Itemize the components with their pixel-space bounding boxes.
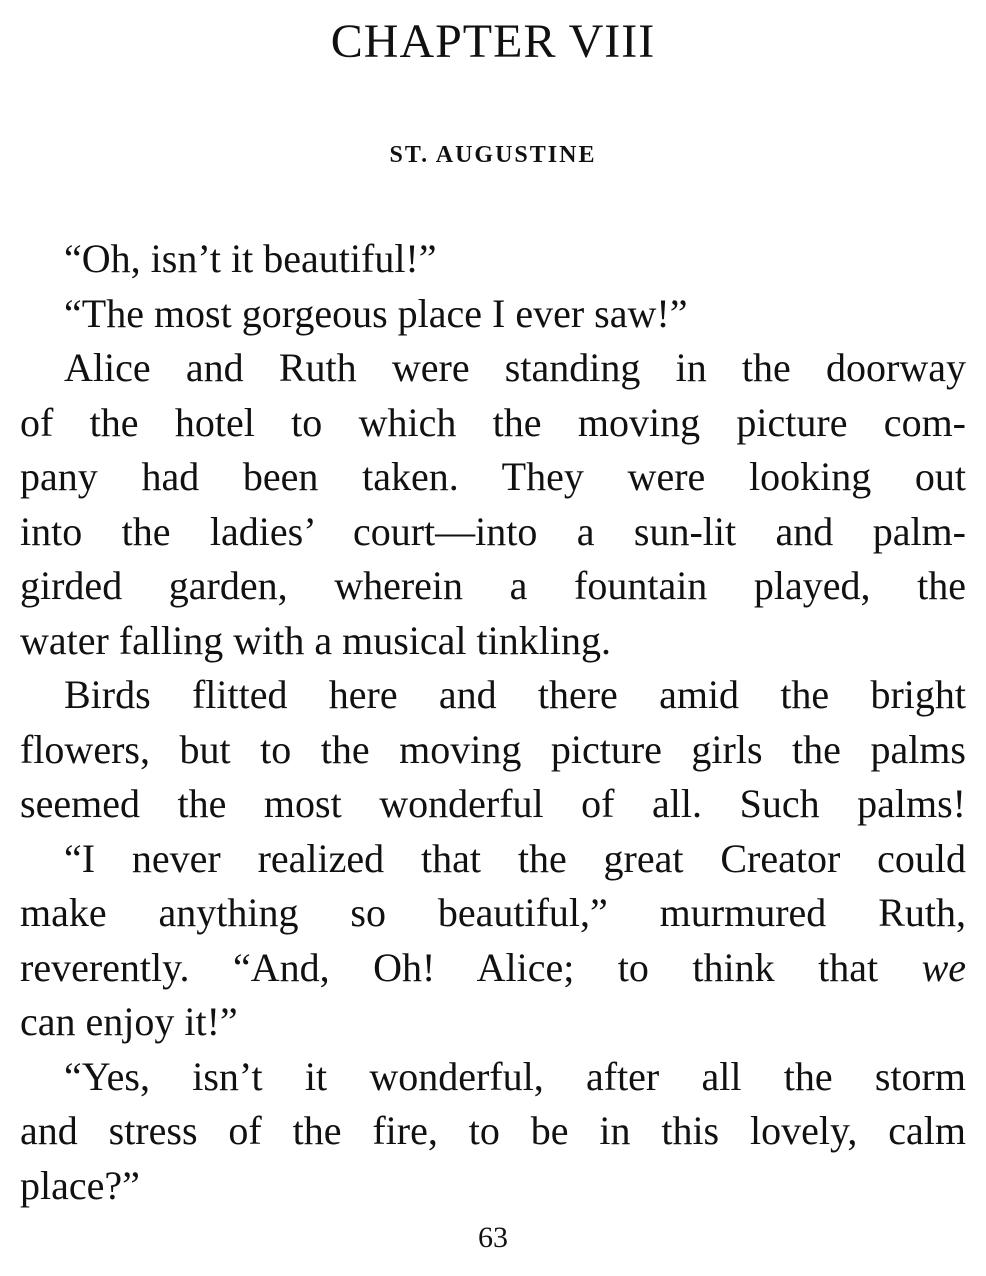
text-line: place?” bbox=[20, 1162, 140, 1208]
text-segment: reverently. “And, Oh! Alice; to think that bbox=[20, 944, 922, 990]
text-line: pany had been taken. They were looking out bbox=[20, 454, 966, 499]
chapter-subtitle: ST. AUGUSTINE bbox=[389, 142, 597, 168]
text-line: “Yes, isn’t it wonderful, after all the storm bbox=[64, 1053, 966, 1099]
text-line: and stress of the fire, to be in this lovely, calm bbox=[20, 1108, 966, 1153]
text-line: seemed the most wonderful of all. Such palms! bbox=[20, 781, 966, 826]
text-line: “I never realized that the great Creator could bbox=[64, 835, 966, 881]
text-line: girded garden, wherein a fountain played, the bbox=[20, 563, 966, 608]
text-line: can enjoy it!” bbox=[20, 999, 238, 1044]
text-line: into the ladies’ court—into a sun-lit and palm- bbox=[20, 508, 966, 554]
text-line: water falling with a musical tinkling. bbox=[20, 617, 611, 663]
chapter-title: CHAPTER VIII bbox=[330, 15, 656, 68]
text-line: “The most gorgeous place I ever saw!” bbox=[64, 290, 688, 336]
text-line: of the hotel to which the moving picture com- bbox=[20, 399, 966, 445]
page-number: 63 bbox=[478, 1221, 508, 1254]
text-line-with-emphasis bbox=[20, 941, 966, 996]
text-line: flowers, but to the moving picture girls the palms bbox=[20, 726, 966, 772]
text-line: make anything so beautiful,” murmured Ruth, bbox=[20, 890, 966, 935]
emphasized-word: we bbox=[921, 944, 966, 990]
text-line: Birds flitted here and there amid the bright bbox=[64, 672, 966, 717]
text-line: Alice and Ruth were standing in the doorway bbox=[64, 345, 966, 390]
chapter-body-text bbox=[20, 232, 966, 1213]
text-line: “Oh, isn’t it beautiful!” bbox=[64, 236, 437, 281]
